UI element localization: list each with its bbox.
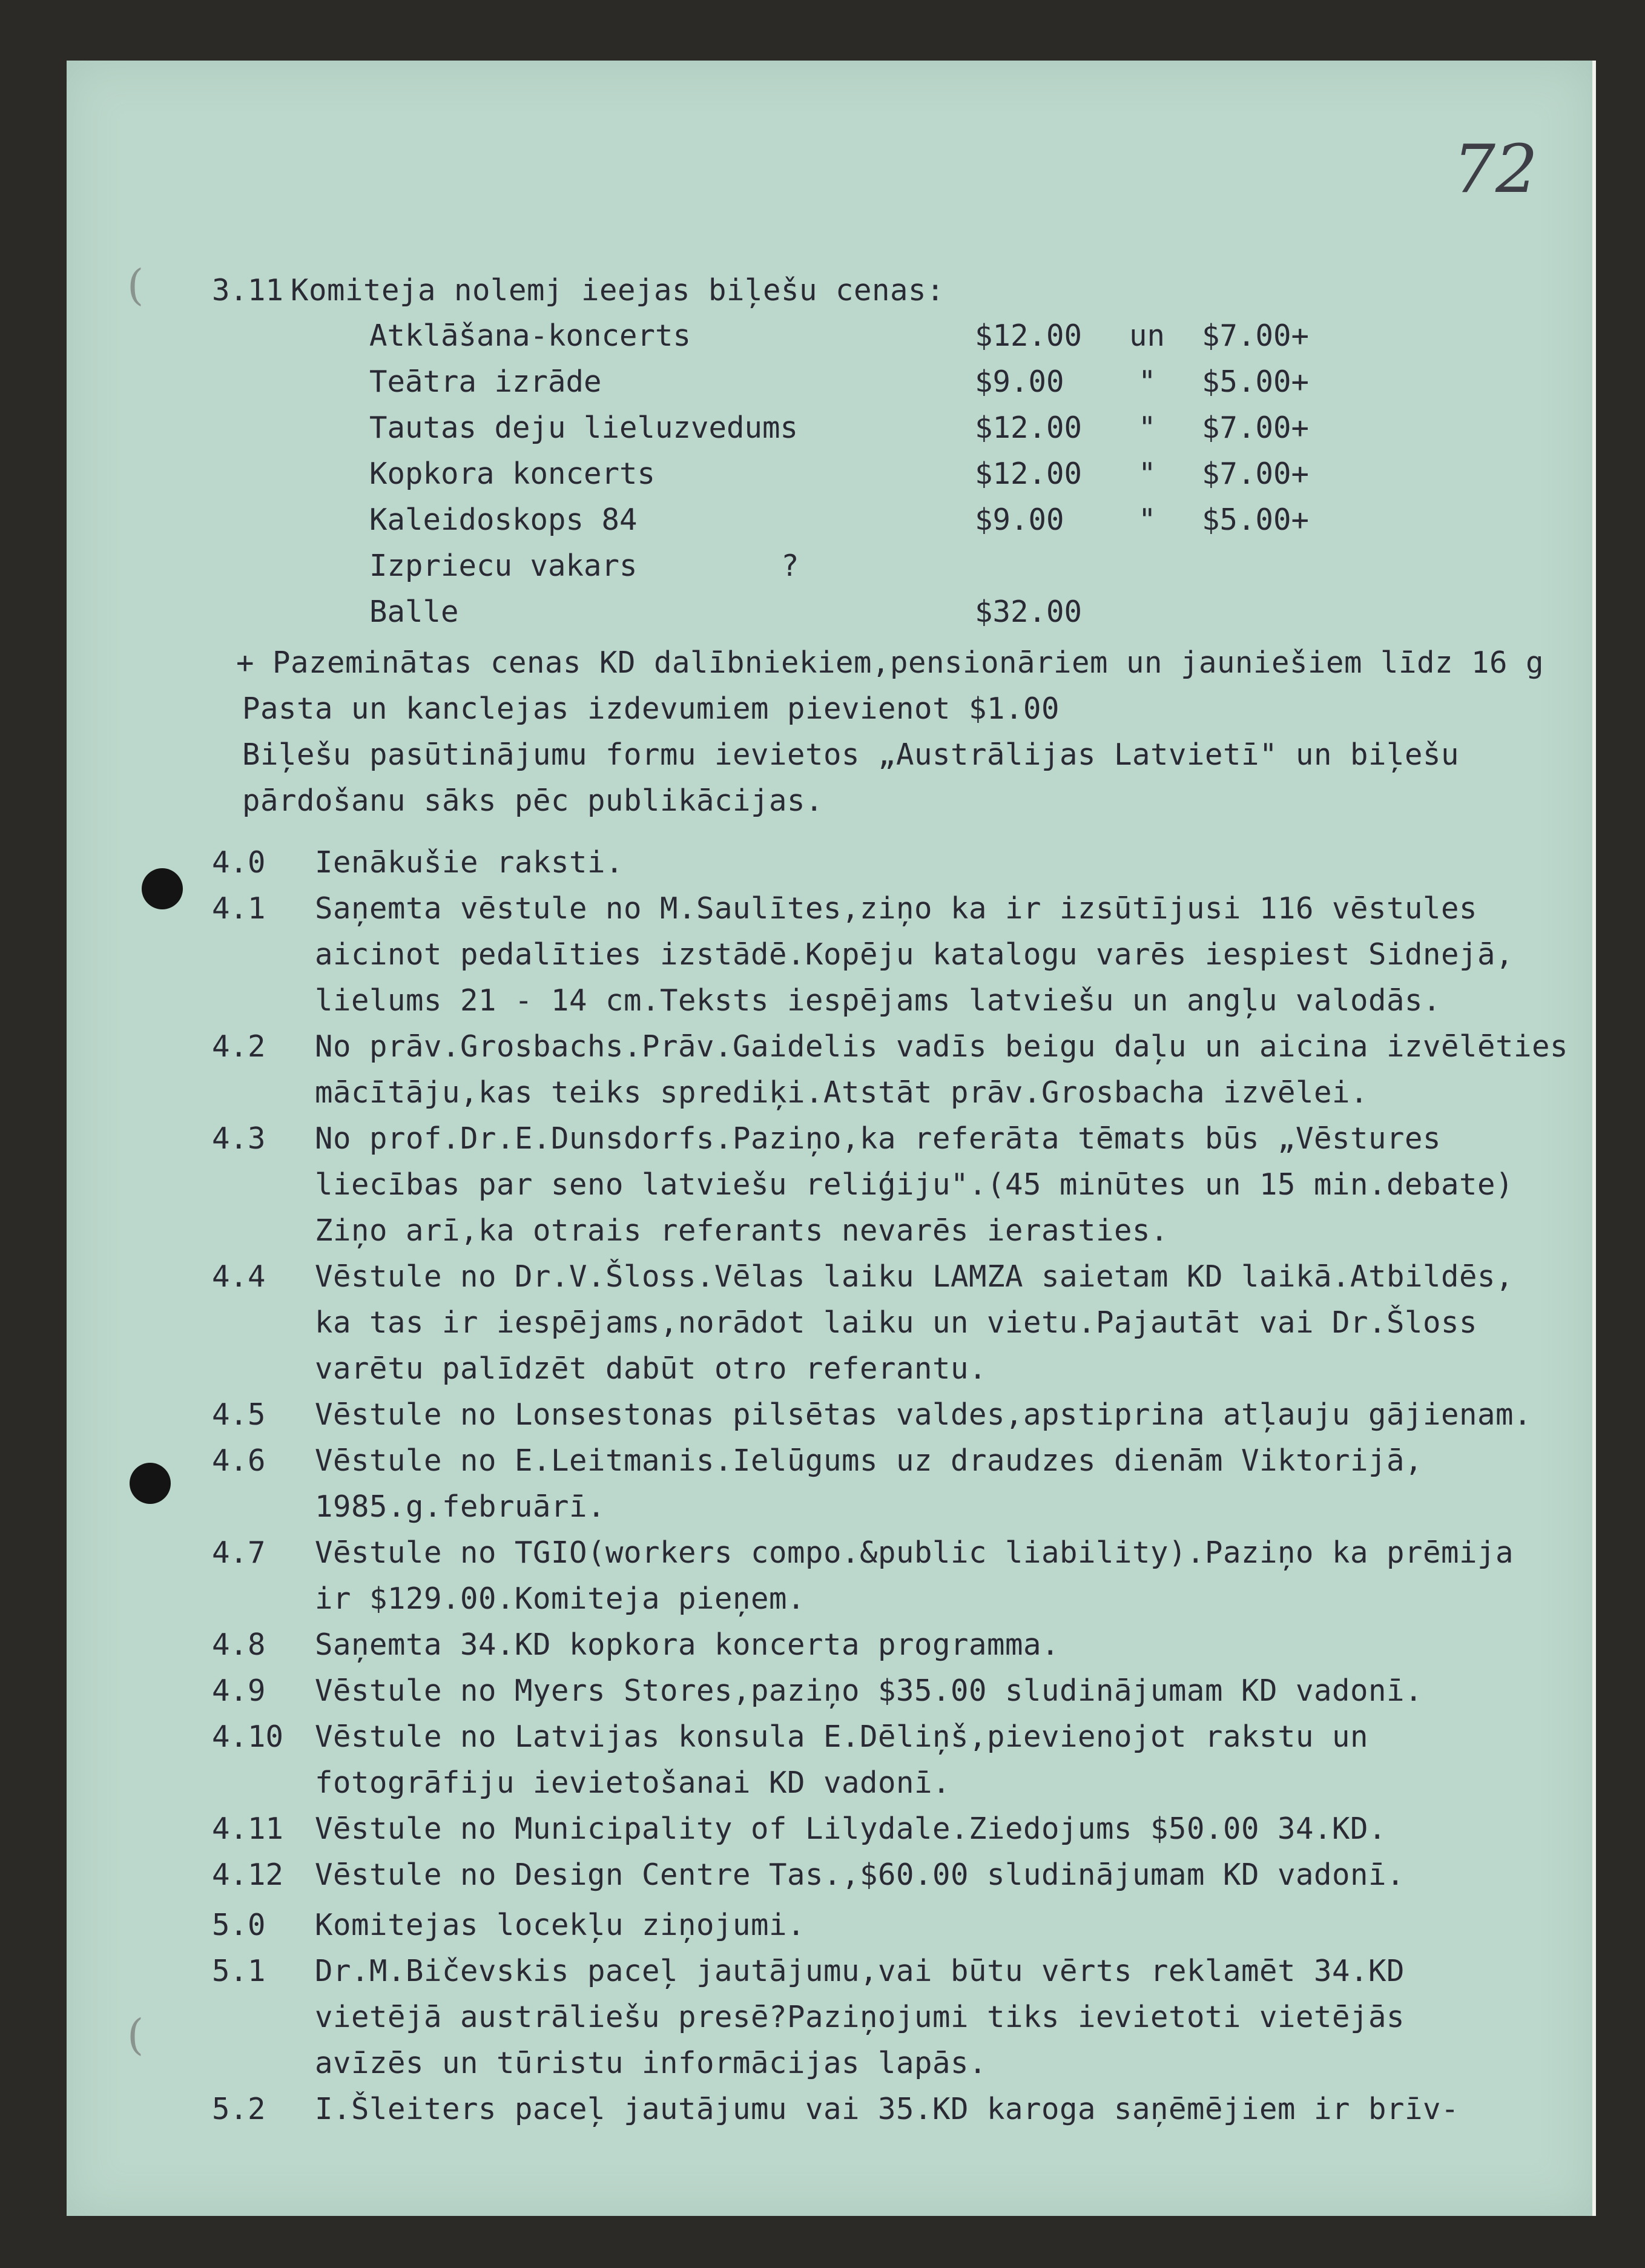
price-separator: " xyxy=(1138,410,1156,445)
item-text-line: Vēstule no Dr.V.Šloss.Vēlas laiku LAMZA saietam KD laikā.Atbildēs, xyxy=(315,1259,1514,1294)
price-separator: " xyxy=(1138,457,1156,491)
price-separator: un xyxy=(1129,318,1165,353)
item-text-line: No prof.Dr.E.Dunsdorfs.Paziņo,ka referāta tēmats būs „Vēstures xyxy=(315,1121,1442,1156)
price-reduced: $5.00+ xyxy=(1202,364,1310,399)
price-regular: $9.00 xyxy=(975,364,1064,399)
item-text-line: liecības par seno latviešu reliģiju".(45 minūtes un 15 min.debate) xyxy=(315,1167,1514,1202)
price-separator: " xyxy=(1138,503,1156,537)
price-event: Tautas deju lieluzvedums xyxy=(369,410,799,445)
price-reduced: $7.00+ xyxy=(1202,318,1310,353)
item-text-line: I.Šleiters paceļ jautājumu vai 35.KD karoga saņēmējiem ir brīv- xyxy=(315,2092,1460,2126)
item-number: 4.12 xyxy=(212,1858,284,1892)
price-separator: " xyxy=(1138,364,1156,399)
price-event: Balle xyxy=(369,595,459,629)
price-reduced: $7.00+ xyxy=(1202,457,1310,491)
item-text-line: Dr.M.Bičevskis paceļ jautājumu,vai būtu vērts reklamēt 34.KD xyxy=(315,1954,1405,1988)
item-text-line: 1985.g.februārī. xyxy=(315,1489,606,1524)
item-number: 4.1 xyxy=(212,891,266,926)
price-event: Atklāšana-koncerts xyxy=(369,318,691,353)
price-event: Teātra izrāde xyxy=(369,364,602,399)
document-page xyxy=(67,61,1596,2216)
margin-mark: ( xyxy=(127,260,144,310)
item-text-line: aicinot pedalīties izstādē.Kopēju katalogu varēs iespiest Sidnejā, xyxy=(315,937,1514,972)
item-text-line: Vēstule no Latvijas konsula E.Dēliņš,pievienojot rakstu un xyxy=(315,1719,1369,1754)
item-text-line: Vēstule no Design Centre Tas.,$60.00 sludinājumam KD vadonī. xyxy=(315,1858,1405,1892)
item-text-line: mācītāju,kas teiks sprediķi.Atstāt prāv.Grosbacha izvēlei. xyxy=(315,1075,1369,1110)
price-event: Kopkora koncerts xyxy=(369,457,656,491)
item-number: 4.8 xyxy=(212,1627,266,1662)
item-number: 5.0 xyxy=(212,1908,266,1942)
note-line: Biļešu pasūtinājumu formu ievietos „Austrālijas Latvietī" un biļešu xyxy=(242,737,1460,772)
punch-hole-bottom xyxy=(130,1463,171,1504)
item-text-line: fotogrāfiju ievietošanai KD vadonī. xyxy=(315,1765,951,1800)
item-text-line: ka tas ir iespējams,norādot laiku un vietu.Pajautāt vai Dr.Šloss xyxy=(315,1305,1478,1340)
price-regular: $12.00 xyxy=(975,318,1083,353)
price-regular: $12.00 xyxy=(975,410,1083,445)
item-number: 4.10 xyxy=(212,1719,284,1754)
item-text-line: Saņemta vēstule no M.Saulītes,ziņo ka ir izsūtījusi 116 vēstules xyxy=(315,891,1478,926)
punch-hole-top xyxy=(142,868,183,909)
item-number: 4.3 xyxy=(212,1121,266,1156)
document-body xyxy=(67,61,1592,2216)
price-regular: $9.00 xyxy=(975,503,1064,537)
price-regular: ? xyxy=(781,549,799,583)
item-number: 4.5 xyxy=(212,1397,266,1432)
price-reduced: $5.00+ xyxy=(1202,503,1310,537)
item-text-line: Vēstule no Myers Stores,paziņo $35.00 sludinājumam KD vadonī. xyxy=(315,1673,1423,1708)
item-text-line: lielums 21 - 14 cm.Teksts iespējams latviešu un angļu valodās. xyxy=(315,983,1442,1018)
price-regular: $32.00 xyxy=(975,595,1083,629)
item-number: 5.2 xyxy=(212,2092,266,2126)
margin-mark: ( xyxy=(127,2010,144,2060)
item-text-line: Vēstule no E.Leitmanis.Ielūgums uz draudzes dienām Viktorijā, xyxy=(315,1443,1423,1478)
note-line: + Pazeminātas cenas KD dalībniekiem,pensionāriem un jauniešiem līdz 16 g xyxy=(236,645,1544,680)
price-event: Kaleidoskops 84 xyxy=(369,503,638,537)
item-number: 4.6 xyxy=(212,1443,266,1478)
item-text-line: No prāv.Grosbachs.Prāv.Gaidelis vadīs beigu daļu un aicina izvēlēties xyxy=(315,1029,1569,1064)
item-text-line: Saņemta 34.KD kopkora koncerta programma. xyxy=(315,1627,1060,1662)
item-text-line: Vēstule no Municipality of Lilydale.Ziedojums $50.00 34.KD. xyxy=(315,1811,1387,1846)
item-number: 4.2 xyxy=(212,1029,266,1064)
item-text-line: Komitejas locekļu ziņojumi. xyxy=(315,1908,806,1942)
price-event: Izpriecu vakars xyxy=(369,549,638,583)
item-text-line: Ziņo arī,ka otrais referants nevarēs ierasties. xyxy=(315,1213,1169,1248)
item-text-line: avīzēs un tūristu informācijas lapās. xyxy=(315,2046,987,2080)
item-text-line: vietējā austrāliešu presē?Paziņojumi tiks ievietoti vietējās xyxy=(315,2000,1405,2034)
item-text-line: Vēstule no Lonsestonas pilsētas valdes,apstiprina atļauju gājienam. xyxy=(315,1397,1532,1432)
item-number: 4.4 xyxy=(212,1259,266,1294)
item-text-line: Vēstule no TGIO(workers compo.&public liability).Paziņo ka prēmija xyxy=(315,1535,1514,1570)
item-text-line: varētu palīdzēt dabūt otro referantu. xyxy=(315,1351,987,1386)
item-text-line: Ienākušie raksti. xyxy=(315,845,624,880)
item-number: 4.0 xyxy=(212,845,266,880)
price-regular: $12.00 xyxy=(975,457,1083,491)
note-line: Pasta un kanclejas izdevumiem pievienot $1.00 xyxy=(242,691,1060,726)
item-number: 4.7 xyxy=(212,1535,266,1570)
price-reduced: $7.00+ xyxy=(1202,410,1310,445)
item-text-line: ir $129.00.Komiteja pieņem. xyxy=(315,1581,806,1616)
item-number: 4.9 xyxy=(212,1673,266,1708)
item-number: 5.1 xyxy=(212,1954,266,1988)
note-line: pārdošanu sāks pēc publikācijas. xyxy=(242,783,824,818)
page-number: 72 xyxy=(1453,130,1538,208)
item-number: 4.11 xyxy=(212,1811,284,1846)
section-heading: Komiteja nolemj ieejas biļešu cenas: xyxy=(291,273,945,308)
item-number: 3.11 xyxy=(212,273,284,308)
